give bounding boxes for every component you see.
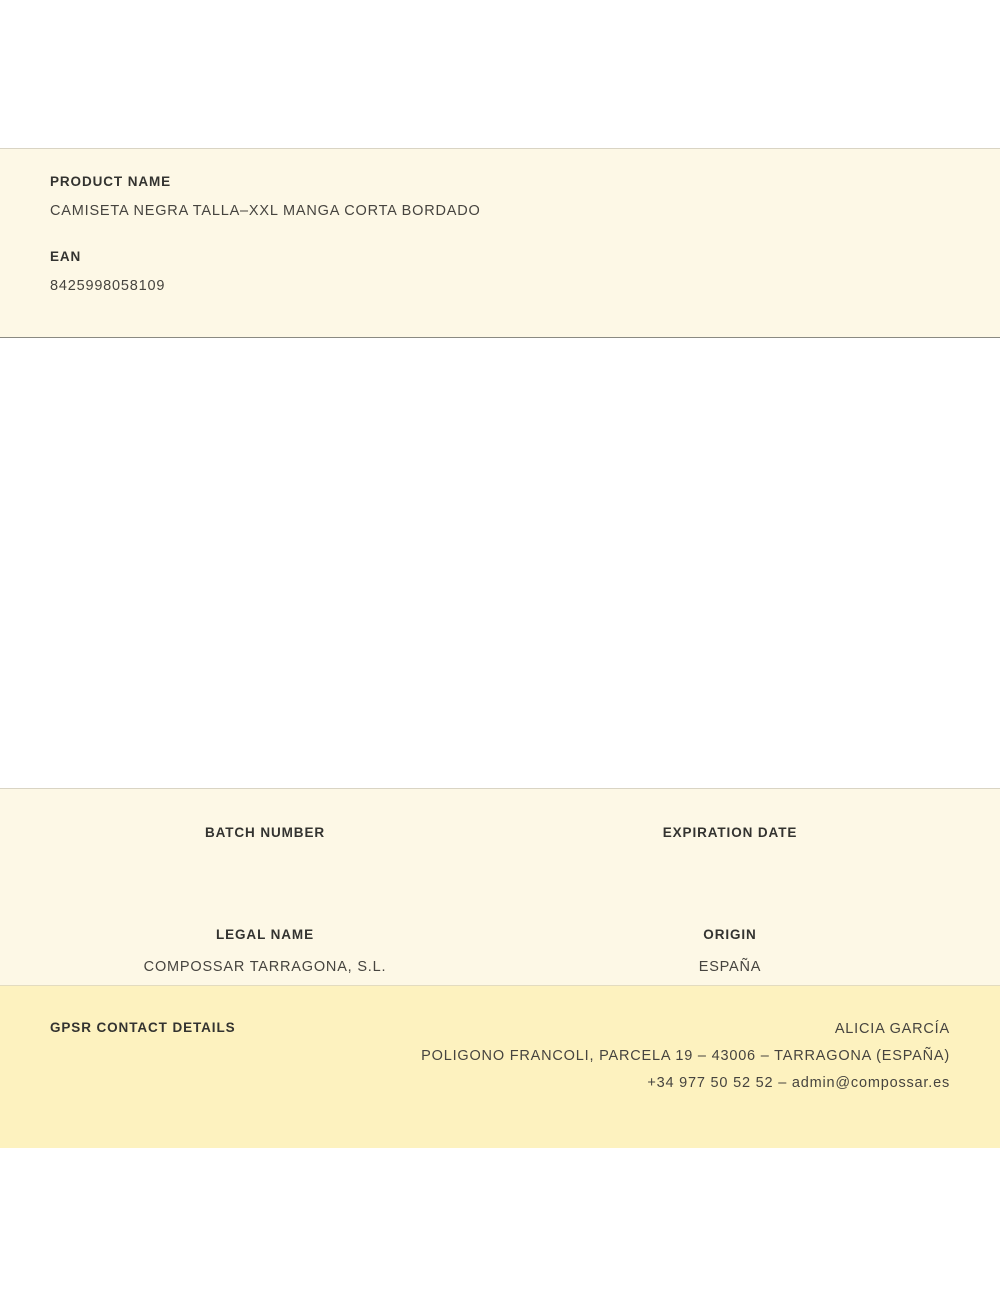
- origin-value: ESPAÑA: [698, 959, 762, 975]
- legal-name-label: LEGAL NAME: [215, 927, 314, 942]
- gpsr-contact-name: ALICIA GARCÍA: [834, 1021, 950, 1037]
- details-row-legal: [0, 873, 1000, 975]
- gpsr-contact-title: GPSR CONTACT DETAILS: [50, 1020, 236, 1035]
- batch-number-label: BATCH NUMBER: [204, 825, 326, 840]
- product-info-inner: [0, 149, 1000, 294]
- gpsr-contact-phone-email: +34 977 50 52 52 – admin@compossar.es: [647, 1075, 950, 1091]
- expiration-date-cell: [500, 825, 1000, 873]
- batch-number-value: [30, 857, 500, 873]
- details-section: [0, 788, 1000, 986]
- product-name-label: PRODUCT NAME: [50, 174, 172, 189]
- expiration-date-value: [500, 857, 960, 873]
- expiration-date-label: EXPIRATION DATE: [662, 825, 798, 840]
- legal-name-value: COMPOSSAR TARRAGONA, S.L.: [143, 959, 387, 975]
- batch-number-cell: [0, 825, 500, 873]
- ean-value: 8425998058109: [50, 278, 166, 294]
- details-row-batch: [0, 789, 1000, 873]
- blank-middle-area: [0, 338, 1000, 788]
- gpsr-contact-layout: [50, 1016, 950, 1097]
- ean-label: EAN: [50, 249, 82, 264]
- blank-bottom-area: [0, 1148, 1000, 1300]
- origin-cell: [500, 927, 1000, 975]
- product-info-section: [0, 148, 1000, 338]
- gpsr-contact-address: POLIGONO FRANCOLI, PARCELA 19 – 43006 – TARRAGONA (ESPAÑA): [421, 1048, 950, 1064]
- gpsr-contact-section: [0, 986, 1000, 1148]
- gpsr-contact-lines: [421, 1016, 950, 1097]
- product-name-value: CAMISETA NEGRA TALLA–XXL MANGA CORTA BORDADO: [50, 203, 481, 219]
- product-field-spacer: [50, 219, 950, 249]
- legal-name-cell: [0, 927, 500, 975]
- origin-label: ORIGIN: [703, 927, 757, 942]
